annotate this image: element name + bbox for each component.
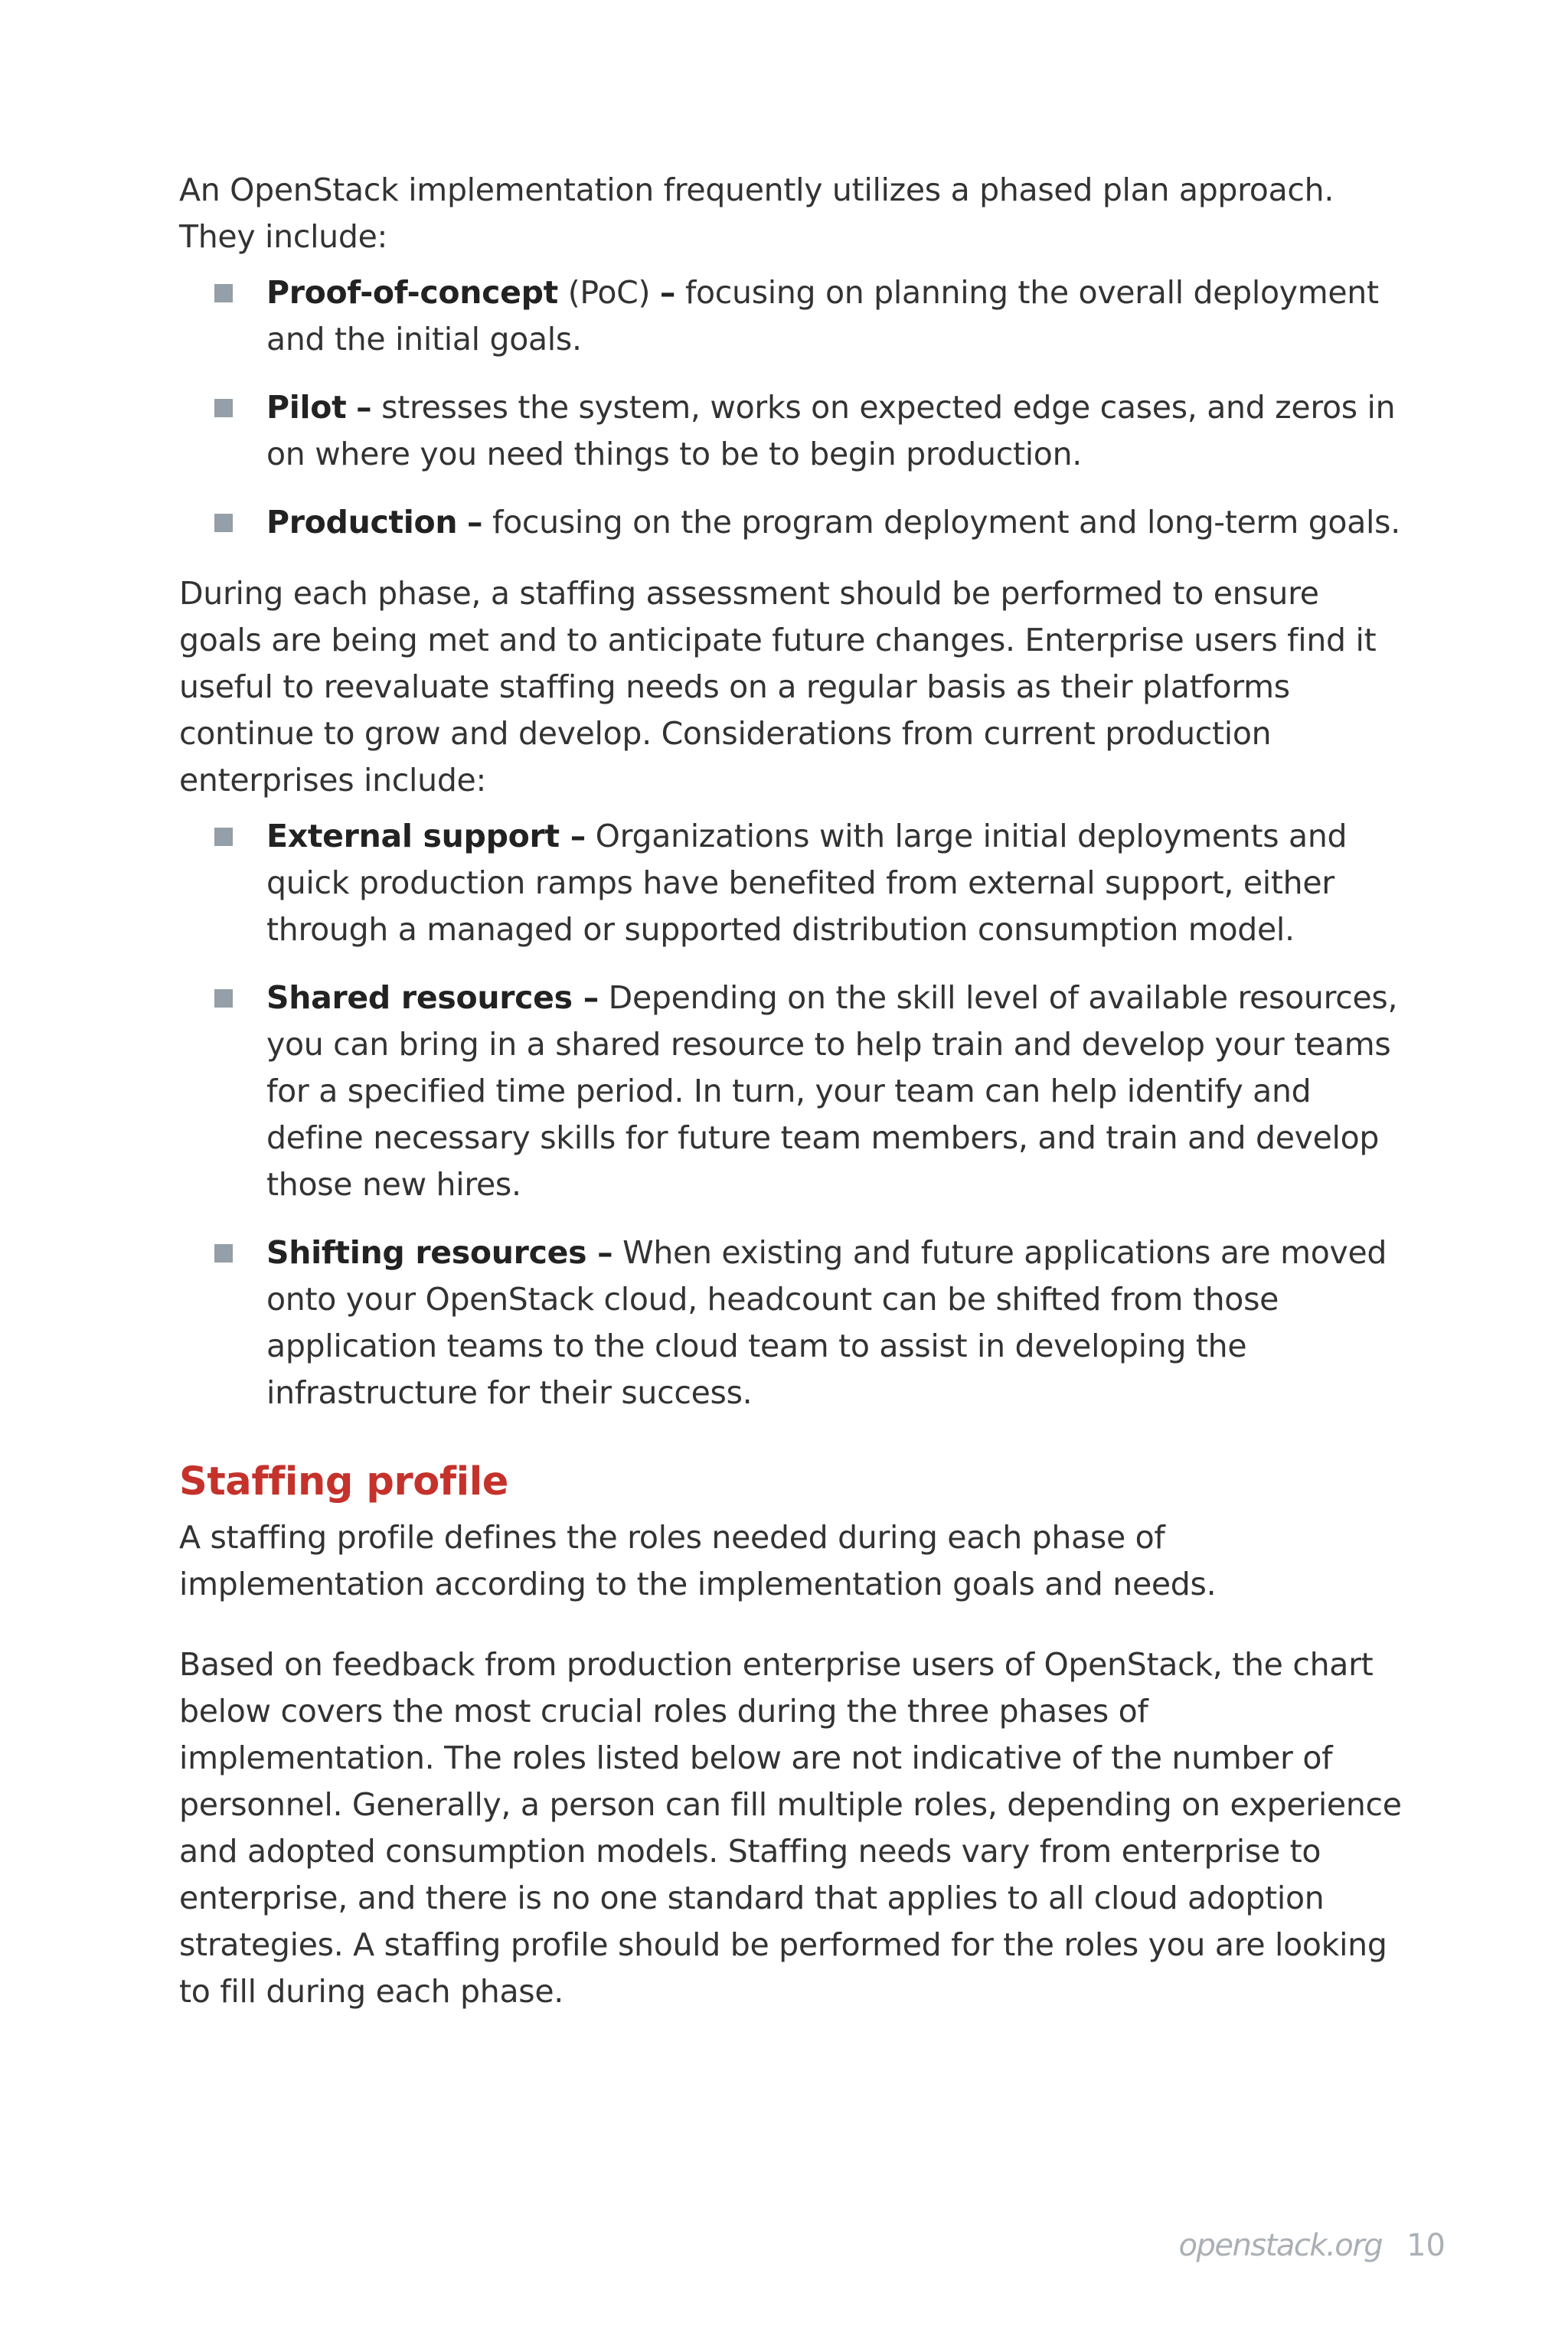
phase-dash: – [467, 504, 483, 541]
considerations-list [179, 813, 1404, 1416]
phase-desc: focusing on planning the overall deployment and the initial goals. [266, 274, 1379, 358]
square-bullet-icon [214, 828, 233, 846]
list-item [179, 270, 1404, 363]
footer-site: openstack.org [1178, 2228, 1383, 2263]
section-heading: Staffing profile [179, 1459, 508, 1504]
square-bullet-icon [214, 399, 233, 417]
square-bullet-icon [214, 1244, 233, 1263]
consideration-desc: Depending on the skill level of available resources, you can bring in a shared resource to help train and develop your teams for a specified time period. In turn, your team can help identify and define necessary skills for future team members, and train and develop those new hires. [266, 979, 1398, 1203]
consideration-desc: Organizations with large initial deployments and quick production ramps have benefited from external support, either through a managed or supported distribution consumption model. [266, 818, 1348, 948]
consideration-term: External support [266, 818, 560, 854]
phase-extra [457, 504, 467, 541]
square-bullet-icon [214, 989, 233, 1008]
phase-extra: (PoC) [557, 274, 660, 311]
phase-dash: – [659, 274, 676, 311]
consideration-dash: – [559, 818, 586, 854]
list-item [179, 499, 1404, 546]
phase-dash: – [356, 389, 372, 426]
intro-paragraph: An OpenStack implementation frequently utilizes a phased plan approach. They include: [179, 172, 1334, 255]
phase-desc: focusing on the program deployment and long-term goals. [482, 504, 1400, 541]
assessment-paragraph: During each phase, a staffing assessment should be performed to ensure goals are being met and to anticipate future changes. Enterprise users find it useful to reevaluate staffing needs on a regular basis as their platforms continue to grow and develop. Considerations from current production enterprises include: [179, 575, 1377, 799]
phase-desc: stresses the system, works on expected edge cases, and zeros in on where you need things to be to begin production. [266, 389, 1396, 472]
consideration-dash: – [572, 979, 599, 1016]
phase-extra [346, 389, 356, 426]
page-content [179, 167, 1404, 2049]
feedback-paragraph: Based on feedback from production enterprise users of OpenStack, the chart below covers the most crucial roles during the three phases of implementation. The roles listed below are not indicative of the number of personnel. Generally, a person can fill multiple roles, depending on experience and adopted consumption models. Staffing needs vary from enterprise to enterprise, and there is no one standard that applies to all cloud adoption strategies. A staffing profile should be performed for the roles you are looking to fill during each phase. [179, 1646, 1402, 2010]
square-bullet-icon [214, 284, 233, 302]
phase-list [179, 270, 1404, 546]
list-item [179, 1230, 1404, 1416]
consideration-term: Shared resources [266, 979, 573, 1016]
consideration-term: Shifting resources [266, 1234, 587, 1271]
page-number: 10 [1406, 2228, 1446, 2263]
list-item [179, 813, 1404, 953]
phase-term: Pilot [266, 389, 347, 426]
consideration-desc: When existing and future applications are moved onto your OpenStack cloud, headcount can be shifted from those application teams to the cloud team to assist in developing the infrastructure for their success. [266, 1234, 1387, 1411]
phase-term: Proof-of-concept [266, 274, 558, 311]
square-bullet-icon [214, 514, 233, 532]
list-item [179, 975, 1404, 1208]
page-footer [1179, 2228, 1446, 2263]
list-item [179, 384, 1404, 478]
consideration-dash: – [586, 1234, 613, 1271]
staffing-profile-paragraph: A staffing profile defines the roles needed during each phase of implementation according to the implementation goals and needs. [179, 1519, 1217, 1602]
phase-term: Production [266, 504, 458, 541]
